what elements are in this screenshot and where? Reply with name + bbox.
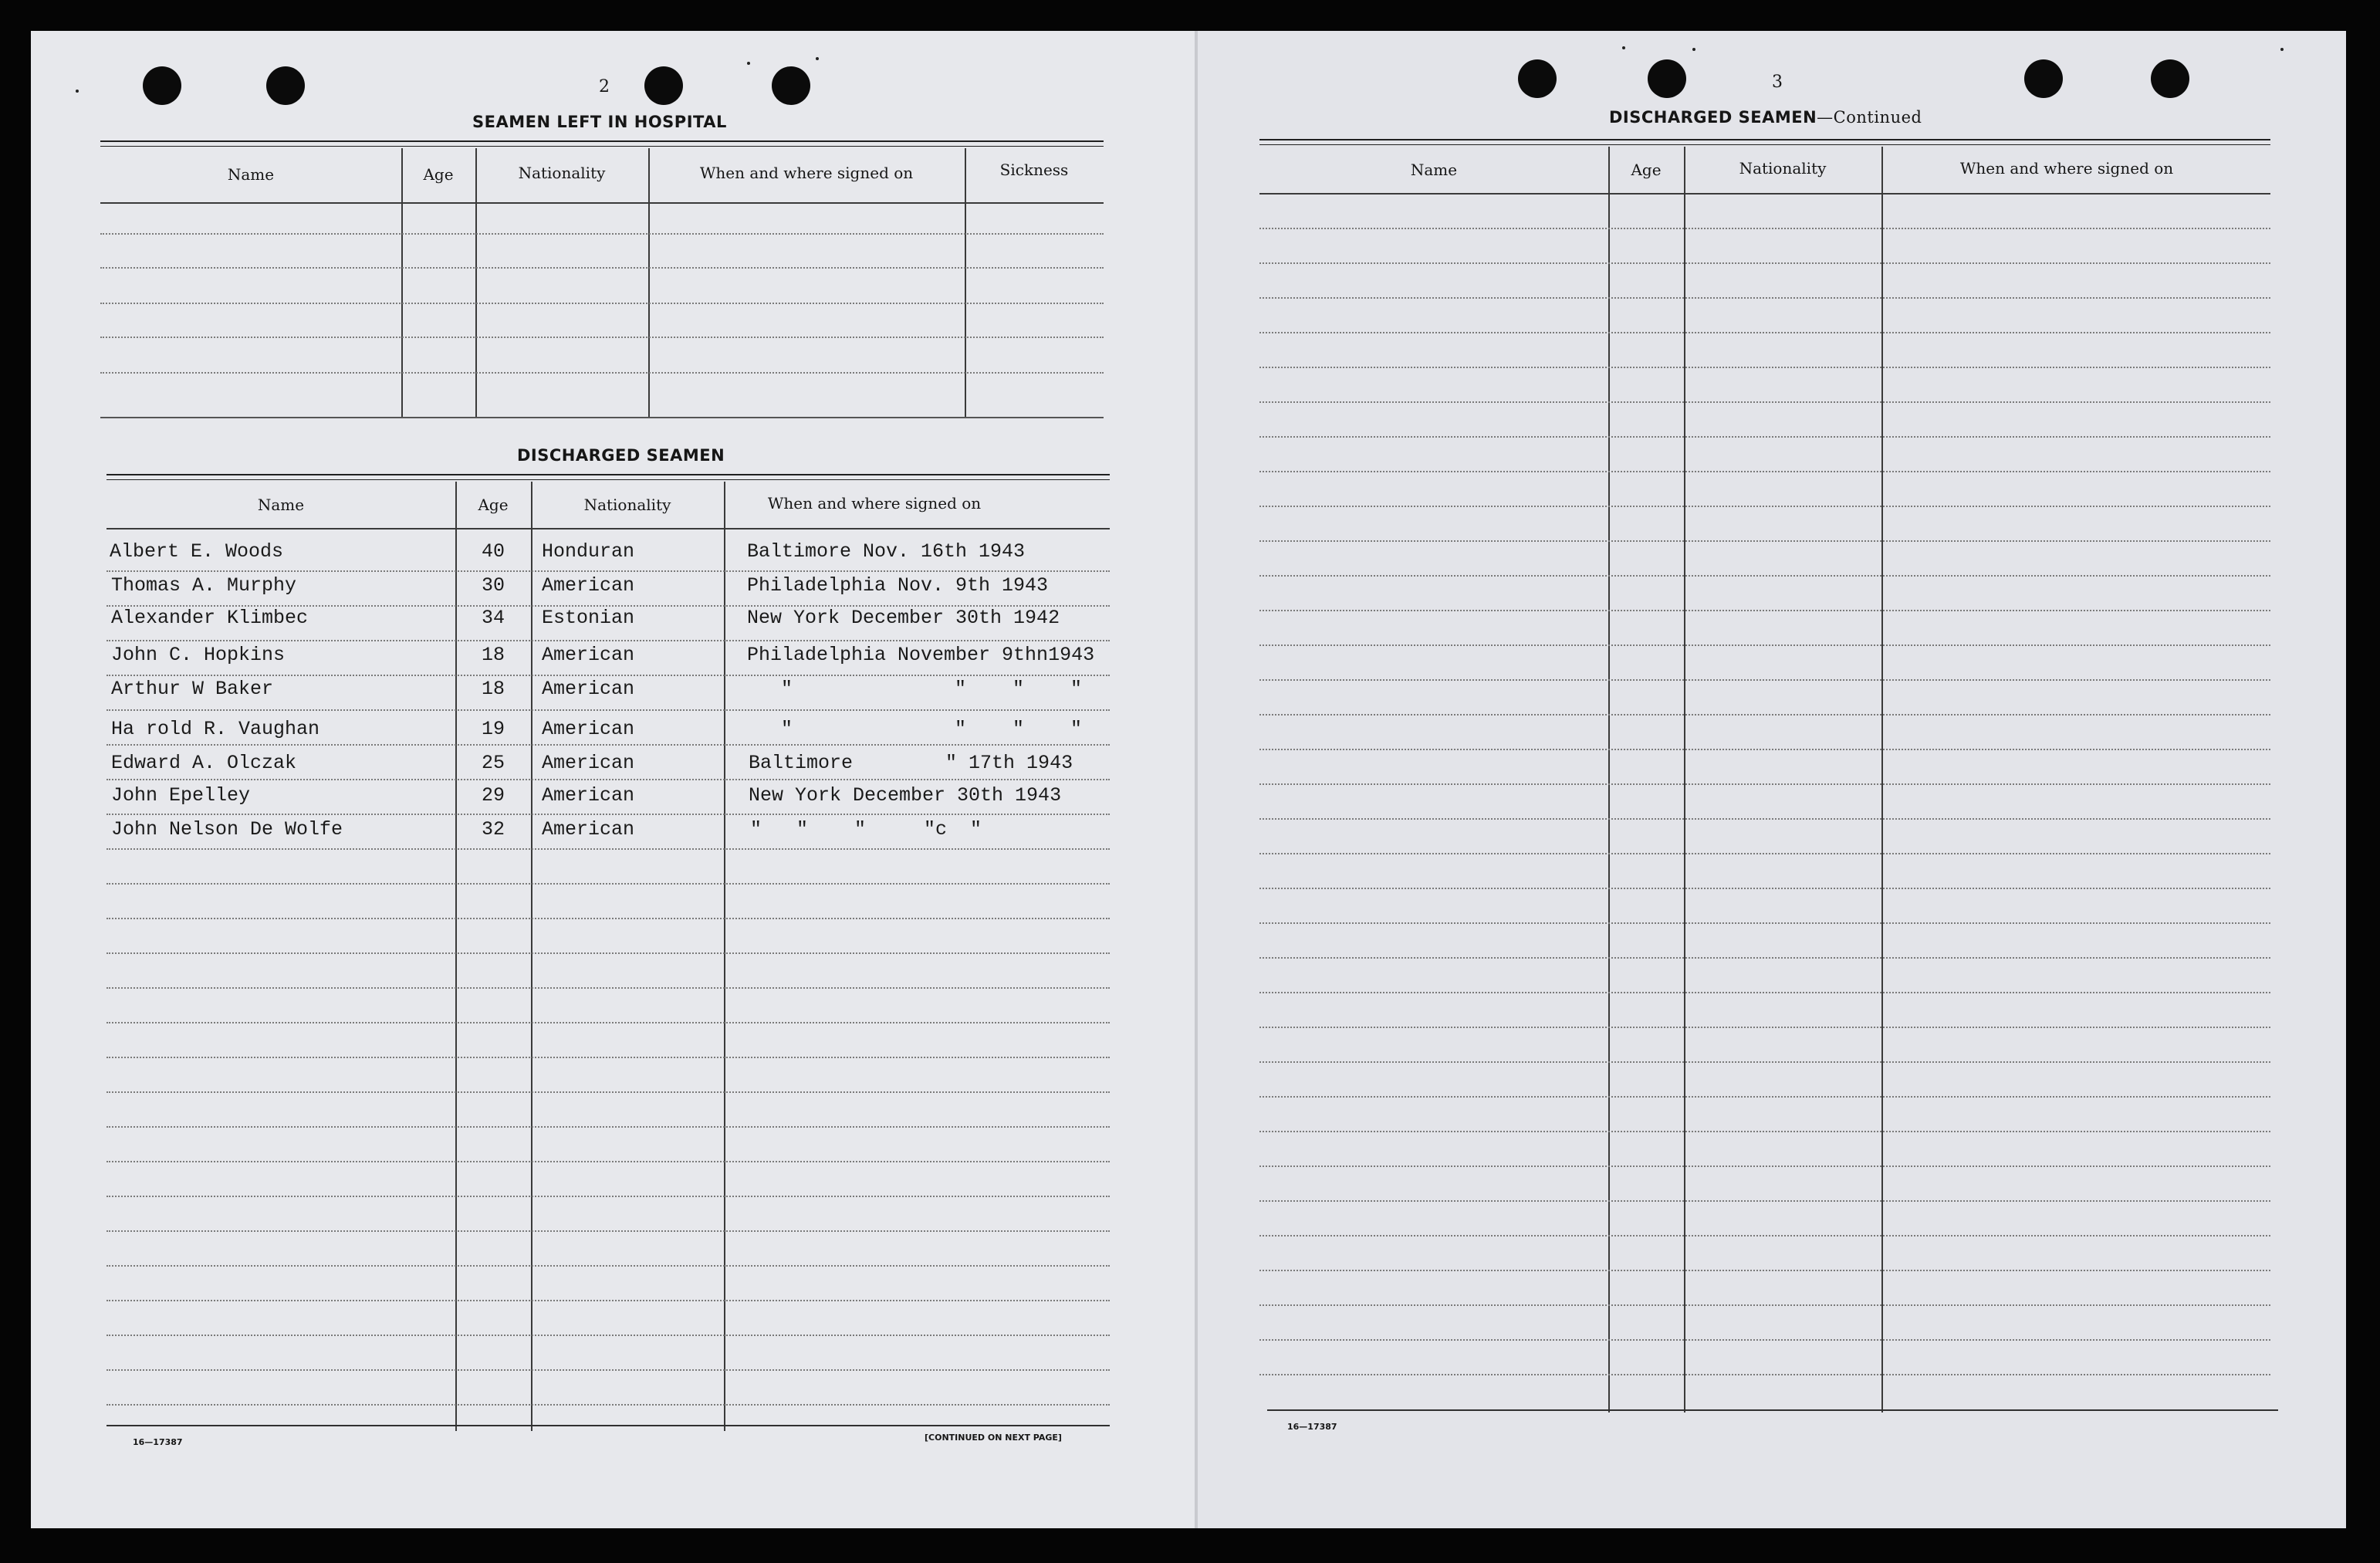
page-number: 3	[1772, 73, 1783, 92]
punch-hole	[143, 66, 181, 105]
bottom-rule	[106, 1425, 1110, 1426]
discharged-continued-title	[1609, 108, 1922, 127]
discharged-continued-table	[1259, 139, 2270, 1412]
seaman-signed-on: Baltimore Nov. 16th 1943	[747, 540, 1026, 563]
seaman-name: Thomas A. Murphy	[111, 574, 297, 597]
form-number: 16—17387	[1287, 1422, 1337, 1432]
seaman-name: Ha rold R. Vaughan	[111, 718, 320, 740]
punch-hole	[644, 66, 683, 105]
bottom-rule	[1267, 1409, 2278, 1411]
title-text: DISCHARGED SEAMEN	[1609, 108, 1817, 127]
seaman-nationality: American	[542, 574, 635, 597]
seaman-name: Arthur W Baker	[111, 678, 274, 700]
punch-hole	[2151, 59, 2189, 98]
column-header-signed-on: When and where signed on	[699, 164, 914, 182]
seaman-age: 18	[482, 644, 505, 666]
punch-hole	[1518, 59, 1557, 98]
speck	[747, 62, 750, 65]
seaman-signed-on: Philadelphia November 9thn1943	[747, 644, 1095, 666]
seaman-signed-on: " " " "	[781, 678, 1083, 700]
seaman-nationality: American	[542, 752, 635, 774]
page-fold	[1195, 31, 1198, 1528]
punch-hole	[772, 66, 810, 105]
hospital-table	[100, 140, 1104, 418]
column-header-age: Age	[478, 496, 509, 514]
seaman-age: 30	[482, 574, 505, 597]
seaman-nationality: American	[542, 678, 635, 700]
speck	[76, 90, 79, 93]
seaman-name: Edward A. Olczak	[111, 752, 297, 774]
seaman-age: 25	[482, 752, 505, 774]
speck	[2280, 48, 2284, 51]
seaman-age: 29	[482, 784, 505, 807]
seaman-nationality: Estonian	[542, 607, 635, 629]
seaman-signed-on: New York December 30th 1943	[749, 784, 1062, 807]
column-header-name: Name	[227, 165, 275, 184]
column-header-age: Age	[1631, 161, 1662, 179]
discharged-section-title: DISCHARGED SEAMEN	[517, 446, 725, 465]
continued-note: [CONTINUED ON NEXT PAGE]	[925, 1433, 1062, 1443]
column-header-signed-on: When and where signed on	[767, 494, 982, 513]
punch-hole	[2024, 59, 2063, 98]
seaman-signed-on: " " " "	[781, 718, 1083, 740]
column-header-nationality: Nationality	[1739, 159, 1827, 178]
column-header-sickness: Sickness	[999, 161, 1069, 179]
seaman-name: John C. Hopkins	[111, 644, 286, 666]
seaman-age: 18	[482, 678, 505, 700]
seaman-name: John Nelson De Wolfe	[111, 818, 343, 841]
seaman-name: Alexander Klimbec	[111, 607, 309, 629]
seaman-age: 19	[482, 718, 505, 740]
seaman-name: John Epelley	[111, 784, 251, 807]
form-number: 16—17387	[133, 1437, 183, 1447]
column-header-nationality: Nationality	[583, 496, 671, 514]
title-suffix: —Continued	[1817, 108, 1922, 127]
seaman-age: 40	[482, 540, 505, 563]
seaman-signed-on: " " " "c "	[750, 818, 982, 841]
speck	[1622, 46, 1625, 49]
speck	[1692, 48, 1695, 51]
seaman-signed-on: Philadelphia Nov. 9th 1943	[747, 574, 1049, 597]
seaman-nationality: American	[542, 818, 635, 841]
seaman-nationality: American	[542, 644, 635, 666]
seaman-age: 32	[482, 818, 505, 841]
seaman-signed-on: New York December 30th 1942	[747, 607, 1060, 629]
seaman-nationality: Honduran	[542, 540, 635, 563]
column-header-age: Age	[423, 165, 454, 184]
column-header-name: Name	[257, 496, 305, 514]
seaman-age: 34	[482, 607, 505, 629]
punch-hole	[1648, 59, 1686, 98]
column-header-nationality: Nationality	[518, 164, 606, 182]
hospital-section-title: SEAMEN LEFT IN HOSPITAL	[472, 113, 727, 131]
seaman-signed-on: Baltimore " 17th 1943	[749, 752, 1073, 774]
speck	[816, 57, 819, 60]
seaman-nationality: American	[542, 784, 635, 807]
column-header-name: Name	[1410, 161, 1458, 179]
seaman-nationality: American	[542, 718, 635, 740]
seaman-name: Albert E. Woods	[110, 540, 284, 563]
page-number: 2	[599, 77, 610, 96]
column-header-signed-on: When and where signed on	[1959, 159, 2174, 178]
punch-hole	[266, 66, 305, 105]
